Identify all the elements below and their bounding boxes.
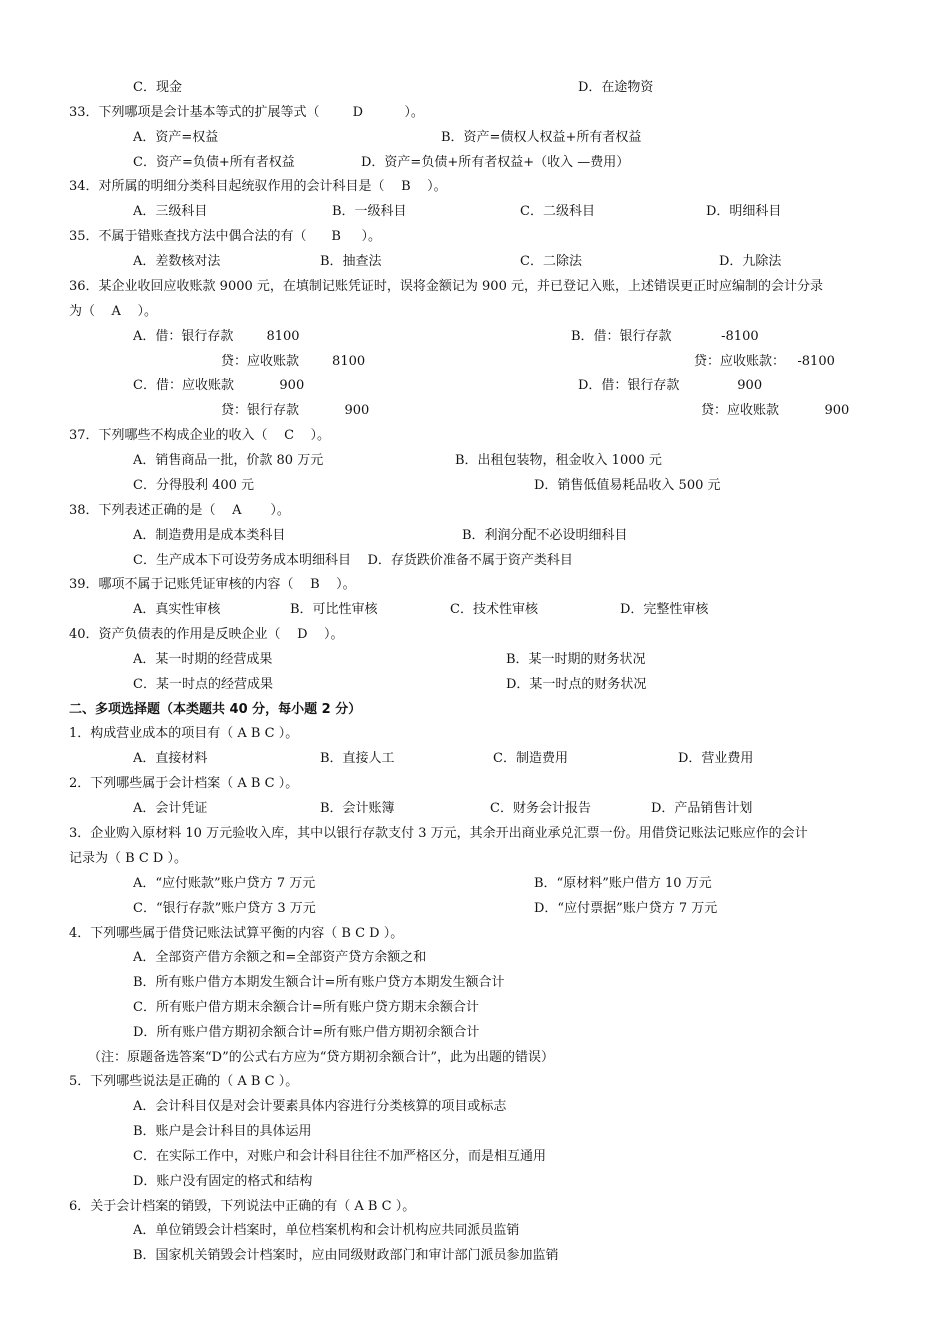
text-line: B．“原材料”账户借方 10 万元 [534,876,712,891]
text-line: A．“应付账款”账户贷方 7 万元 [133,876,316,891]
text-line: C．某一时点的经营成果 [133,677,273,692]
text-line: A．直接材料 [133,751,208,766]
text-line: 34．对所属的明细分类科目起统驭作用的会计科目是（ B ）。 [69,179,447,194]
text-line: A．单位销毁会计档案时，单位档案机构和会计机构应共同派员监销 [133,1223,520,1238]
text-line: 贷：银行存款 900 [221,403,370,418]
text-line: A．真实性审核 [133,602,221,617]
text-line: A．资产=权益 [133,130,219,145]
section-heading: 二、多项选择题（本类题共 40 分，每小题 2 分） [69,702,362,717]
text-line: 37．下列哪些不构成企业的收入（ C ）。 [69,428,331,443]
text-line: B．所有账户借方本期发生额合计=所有账户贷方本期发生额合计 [133,975,505,990]
text-line: B．会计账簿 [320,801,395,816]
text-line: 39．哪项不属于记账凭证审核的内容（ B ）。 [69,577,356,592]
text-line: C．制造费用 [493,751,568,766]
text-line: D．借：银行存款 900 [578,378,763,393]
text-line: D．资产=负债+所有者权益+（收入 —费用） [361,155,630,170]
text-line: 贷：应收账款 900 [701,403,850,418]
text-line: 5．下列哪些说法是正确的（ A B C ）。 [69,1074,299,1089]
text-line: B．一级科目 [332,204,407,219]
text-line: C．分得股利 400 元 [133,478,255,493]
text-line: 38．下列表述正确的是（ A ）。 [69,503,290,518]
text-line: D．营业费用 [678,751,754,766]
text-line: D．产品销售计划 [651,801,753,816]
text-line: 6．关于会计档案的销毁，下列说法中正确的有（ A B C ）。 [69,1199,416,1214]
text-line: A．三级科目 [133,204,208,219]
text-line: A．销售商品一批，价款 80 万元 [133,453,324,468]
text-line: A．会计凭证 [133,801,208,816]
text-line: D．“应付票据”账户贷方 7 万元 [534,901,718,916]
text-line: C．现金 [133,80,182,95]
text-line: （注：原题备选答案“D”的公式右方应为“贷方期初余额合计”，此为出题的错误） [88,1050,555,1065]
text-line: 4．下列哪些属于借贷记账法试算平衡的内容（ B C D ）。 [69,926,404,941]
text-line: D．在途物资 [578,80,654,95]
text-line: 3．企业购入原材料 10 万元验收入库，其中以银行存款支付 3 万元，其余开出商业承兑汇票一份。用借贷记账法记账应作的会计 [69,826,808,841]
text-line: A．全部资产借方余额之和=全部资产贷方余额之和 [133,950,427,965]
text-line: B．资产=债权人权益+所有者权益 [441,130,642,145]
text-line: A．某一时期的经营成果 [133,652,273,667]
text-line: A．制造费用是成本类科目 [133,528,286,543]
text-line: 40．资产负债表的作用是反映企业（ D ）。 [69,627,344,642]
text-line: B．直接人工 [320,751,395,766]
text-line: 33．下列哪项是会计基本等式的扩展等式（ D ）。 [69,105,424,120]
text-line: 为（ A ）。 [69,304,157,319]
text-line: B．可比性审核 [290,602,378,617]
text-line: C．“银行存款”账户贷方 3 万元 [133,901,316,916]
text-line: 35．不属于错账查找方法中偶合法的有（ B ）。 [69,229,382,244]
text-line: C．借：应收账款 900 [133,378,305,393]
text-line: 贷：应收账款 8100 [221,354,366,369]
text-line: C．生产成本下可设劳务成本明细科目 D．存货跌价准备不属于资产类科目 [133,553,573,568]
text-line: C．二除法 [520,254,582,269]
text-line: D．九除法 [719,254,782,269]
text-line: B．出租包装物，租金收入 1000 元 [455,453,662,468]
text-line: C．财务会计报告 [490,801,591,816]
text-line: B．利润分配不必设明细科目 [462,528,628,543]
text-line: B．某一时期的财务状况 [506,652,646,667]
text-line: D．所有账户借方期初余额合计=所有账户借方期初余额合计 [133,1025,480,1040]
text-line: C．二级科目 [520,204,595,219]
text-line: 36．某企业收回应收账款 9000 元，在填制记账凭证时，误将金额记为 900 元，并已登记入账，上述错误更正时应编制的会计分录 [69,279,823,294]
text-line: D．账户没有固定的格式和结构 [133,1174,313,1189]
text-line: B．借：银行存款 -8100 [571,329,759,344]
text-line: B．国家机关销毁会计档案时，应由同级财政部门和审计部门派员参加监销 [133,1248,559,1263]
text-line: D．销售低值易耗品收入 500 元 [534,478,721,493]
text-line: C．所有账户借方期末余额合计=所有账户贷方期末余额合计 [133,1000,479,1015]
text-line: B．账户是会计科目的具体运用 [133,1124,312,1139]
text-line: A．差数核对法 [133,254,221,269]
text-line: 2．下列哪些属于会计档案（ A B C ）。 [69,776,299,791]
text-line: 记录为（ B C D ）。 [69,851,187,866]
text-line: B．抽查法 [320,254,382,269]
text-line: C．资产=负债+所有者权益 [133,155,295,170]
text-line: A．借：银行存款 8100 [133,329,300,344]
text-line: D．明细科目 [706,204,782,219]
text-line: 贷：应收账款： -8100 [694,354,835,369]
text-line: D．某一时点的财务状况 [506,677,647,692]
text-line: D．完整性审核 [620,602,709,617]
text-line: 1．构成营业成本的项目有（ A B C ）。 [69,726,299,741]
text-line: C．在实际工作中，对账户和会计科目往往不加严格区分，而是相互通用 [133,1149,546,1164]
text-line: A．会计科目仅是对会计要素具体内容进行分类核算的项目或标志 [133,1099,507,1114]
text-line: C．技术性审核 [450,602,538,617]
